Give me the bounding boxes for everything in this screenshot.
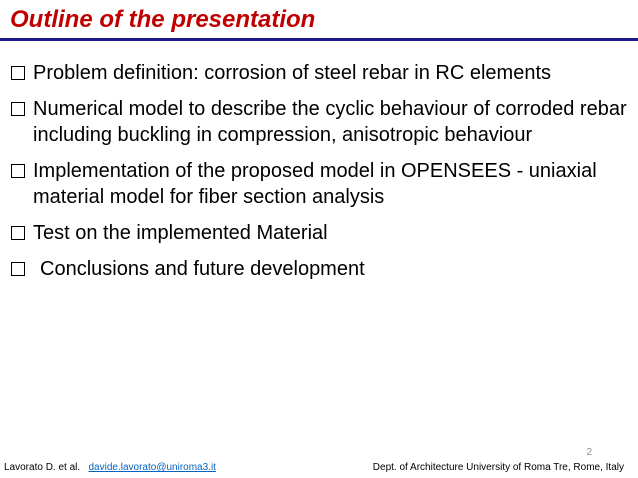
list-item-text: Conclusions and future development bbox=[40, 258, 365, 280]
list-item bbox=[8, 60, 628, 86]
list-item-text: Test on the implemented Material bbox=[33, 222, 328, 244]
title-divider bbox=[0, 38, 638, 41]
list-item bbox=[8, 256, 628, 282]
checkbox-icon bbox=[11, 226, 25, 240]
checkbox-icon bbox=[11, 66, 25, 80]
list-item bbox=[8, 220, 628, 246]
outline-list bbox=[8, 60, 628, 292]
author-name: Lavorato D. et al. bbox=[4, 462, 81, 473]
footer-author bbox=[4, 462, 216, 473]
footer-affiliation: Dept. of Architecture University of Roma Tre, Rome, Italy bbox=[372, 462, 624, 473]
checkbox-icon bbox=[11, 262, 25, 276]
author-email-link[interactable]: davide.lavorato@uniroma3.it bbox=[88, 462, 216, 473]
page-number: 2 bbox=[586, 447, 592, 458]
list-item-text: Numerical model to describe the cyclic behaviour of corroded rebar including buckling in compression, anisotropic behaviour bbox=[33, 98, 627, 146]
list-item-text: Implementation of the proposed model in OPENSEES - uniaxial material model for fiber section analysis bbox=[33, 160, 597, 208]
list-item-text: Problem definition: corrosion of steel rebar in RC elements bbox=[33, 62, 552, 84]
checkbox-icon bbox=[11, 102, 25, 116]
list-item bbox=[8, 158, 628, 210]
slide-title: Outline of the presentation bbox=[10, 6, 316, 33]
checkbox-icon bbox=[11, 164, 25, 178]
list-item bbox=[8, 96, 628, 148]
